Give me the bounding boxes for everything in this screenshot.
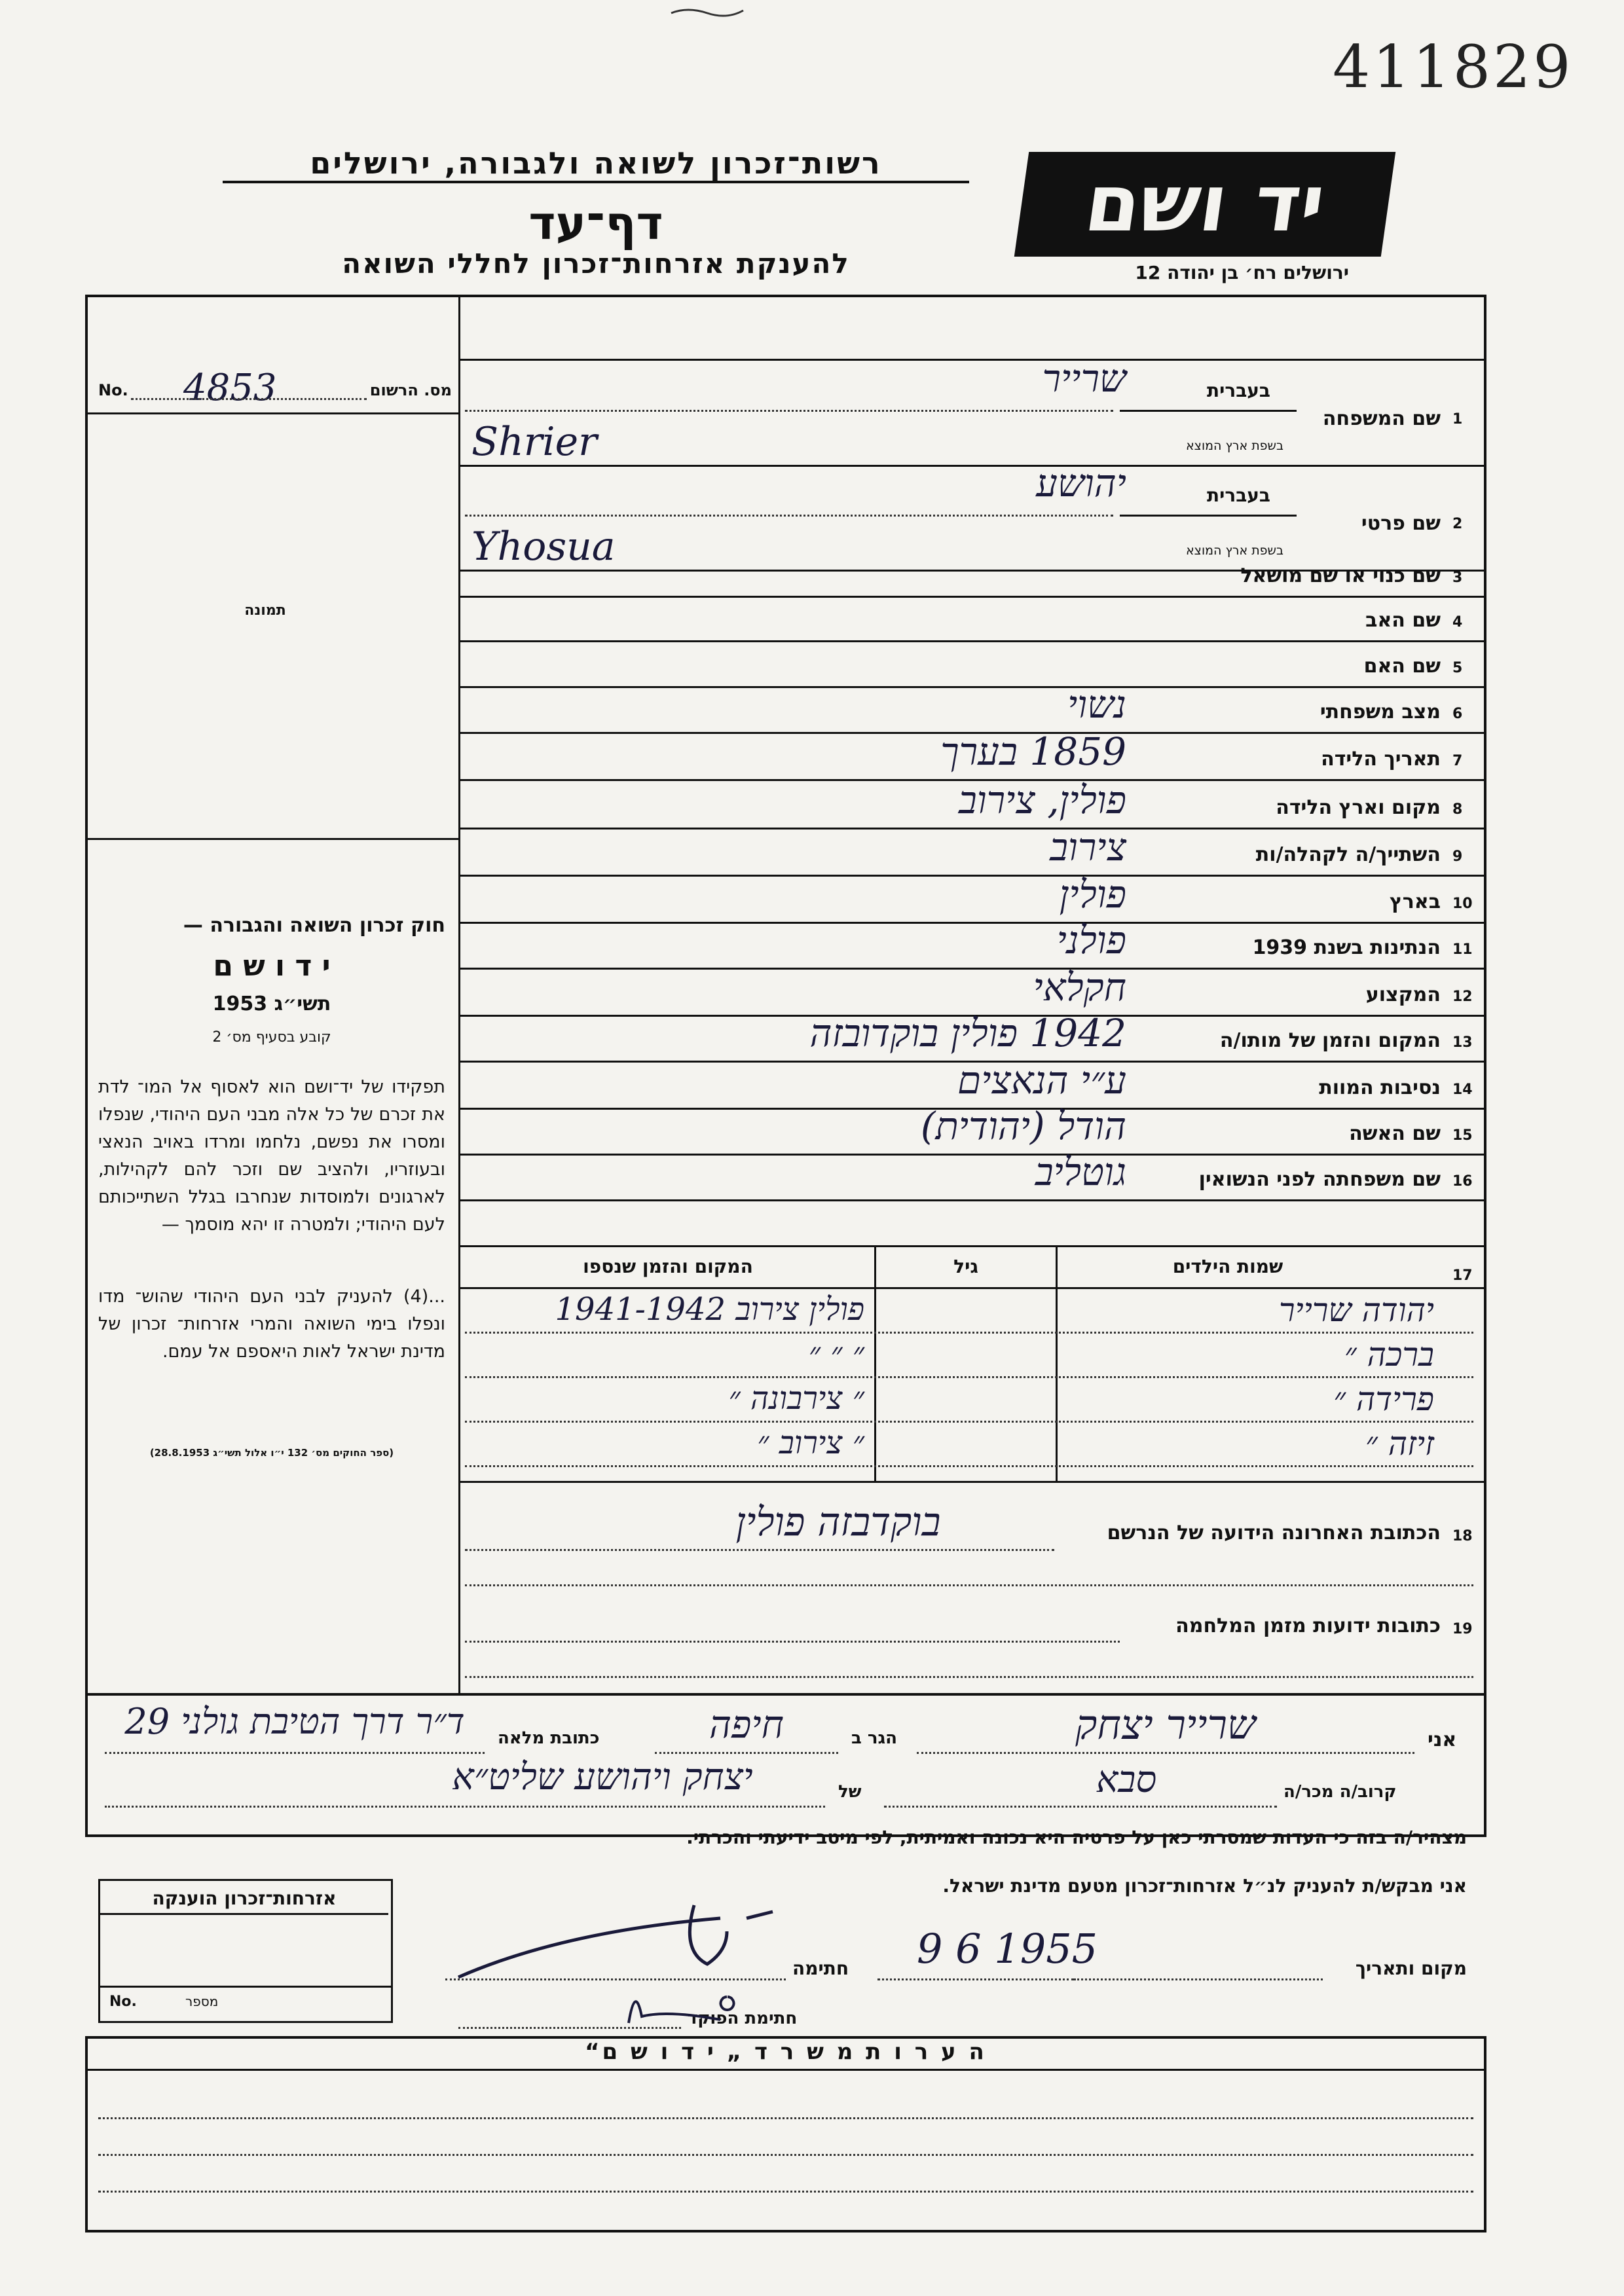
field-18-value: בוקדבזה פולין xyxy=(735,1499,941,1545)
child-name: פרידה ״ xyxy=(1333,1380,1434,1418)
child-name: יהודה שרייר xyxy=(1279,1291,1434,1329)
field-value: נשוי xyxy=(1067,682,1126,727)
field-value: שרייר xyxy=(1042,356,1126,401)
field-label: שם כנוי או שם מושאל xyxy=(1240,564,1441,587)
citizenship-box-no: No. xyxy=(109,1994,137,2010)
registration-number-value: 4853 xyxy=(183,367,277,409)
children-bottom-line xyxy=(458,1481,1486,1483)
field-label: שם האשה xyxy=(1349,1122,1441,1145)
field-value: גוטליב xyxy=(1035,1150,1126,1194)
children-col-names: שמות הילדים xyxy=(1172,1256,1283,1277)
law-clause: קובע בסעיף מס׳ 2 xyxy=(212,1029,331,1046)
declarant-ani: אני xyxy=(1428,1728,1457,1751)
law-paragraph-1: תפקידו של יד־ושם הוא לאסוף אל המו־ לדת את זכרם של כל אלה מבני העם היהודי, שנפלו ומסרו את נפשם, נלחמו ומרדו באויב הנאצי ובעוזריו, ולהציב שם וזכר להם לקהילות, לארגונים ולמוסדות שנחרבו בגלל השתייכותם לעם היהודי; ולמטרה זו יהא מוסמך — xyxy=(98,1077,445,1235)
citizenship-box-he: מספר xyxy=(185,1994,219,2009)
field-number: 13 xyxy=(1452,1034,1473,1051)
child-place-time: ״ ״ ״ xyxy=(808,1336,864,1372)
field-label: בארץ xyxy=(1389,890,1441,913)
side-column-divider xyxy=(458,295,460,1696)
field-value: חקלאי xyxy=(1033,965,1126,1010)
photo-bottom-line xyxy=(85,838,458,840)
field-value-latin: Yhosua xyxy=(471,524,616,570)
field-value: 1942 פולין בוקדובזה xyxy=(809,1011,1126,1055)
field-label: מצב משפחתי xyxy=(1320,701,1441,723)
field-label: שם האב xyxy=(1365,609,1441,632)
registration-no-label: No. xyxy=(98,381,128,399)
field-label: המקצוע xyxy=(1365,983,1441,1006)
children-col-divider-1 xyxy=(874,1245,876,1481)
field-value: פולני xyxy=(1056,918,1126,962)
child-name: זיזה ״ xyxy=(1365,1425,1434,1463)
child-place-time: ״ צירבונה ״ xyxy=(728,1380,864,1417)
relative-label: קרוב/ה מכר/ה xyxy=(1283,1782,1397,1802)
field-label: נסיבות המוות xyxy=(1319,1076,1441,1099)
child-place-time: פולין צירוב 1941-1942 xyxy=(555,1291,864,1328)
children-col-divider-2 xyxy=(1056,1245,1058,1481)
field-number: 11 xyxy=(1452,941,1473,958)
field-number: 5 xyxy=(1452,660,1463,676)
signature-label: חתימה xyxy=(792,1958,849,1979)
authority-line: רשות־זכרון לשואה ולגבורה, ירושלים xyxy=(223,145,969,183)
field-number: 15 xyxy=(1452,1127,1473,1144)
declarant-addr-label: כתובת מלאה xyxy=(498,1728,600,1748)
children-header-line xyxy=(458,1287,1486,1289)
field-number: 4 xyxy=(1452,614,1463,630)
field-value-latin: Shrier xyxy=(471,419,597,465)
field-number: 8 xyxy=(1452,801,1463,818)
law-year: תשי״ג 1953 xyxy=(212,993,331,1015)
field-19-label: כתובות ידועות מזמן המלחמה xyxy=(1175,1614,1441,1637)
top-scribble xyxy=(668,5,747,18)
relation-of-value: יצחק ויהושע שליט״א xyxy=(452,1756,753,1798)
field-19-number: 19 xyxy=(1452,1621,1473,1637)
field-number: 16 xyxy=(1452,1173,1473,1190)
field-lang-hebrew: בעברית xyxy=(1206,484,1270,506)
field-value: הודל (יהודית) xyxy=(920,1104,1126,1148)
field-value: פולין, צירוב xyxy=(958,778,1126,822)
declarant-garb-label: הגר ב xyxy=(851,1728,898,1748)
declarant-name: שרייר יצחק xyxy=(1075,1701,1256,1749)
field-row-line xyxy=(458,596,1486,598)
archive-number: 411829 xyxy=(1333,33,1574,101)
field-lang-hebrew: בעברית xyxy=(1206,380,1270,401)
reg-row-line xyxy=(85,412,458,414)
photo-label: תמונה xyxy=(244,602,286,619)
field-lang-origin: בשפת ארץ המוצא xyxy=(1185,543,1283,558)
field-label: המקום והזמן של מותו/ה xyxy=(1219,1029,1441,1052)
field-label: שם האם xyxy=(1363,655,1441,678)
request-text: אני מבקש/ת להעניק לנ״ל אזרחות־זכרון מטעם מדינת ישראל. xyxy=(942,1875,1467,1897)
logo-text: יד ושם xyxy=(1079,158,1331,249)
field-number: 6 xyxy=(1452,706,1463,722)
field-lang-origin: בשפת ארץ המוצא xyxy=(1185,439,1283,453)
field-label: הנתינות בשנת 1939 xyxy=(1252,936,1441,959)
law-paragraph-2: ...(4) להעניק לבני העם היהודי שהוש־ מדו ונפלו בימי השואה והמרי אזרחות־ זכרון של מדינת ישראל לאות היאספם אל עמם. xyxy=(98,1286,445,1362)
field-row-line xyxy=(458,1199,1486,1201)
law-title: חוק זכרון השואה והגבורה — xyxy=(183,914,445,937)
declarant-address: ד״ר דרך הטיבת גולני 29 xyxy=(124,1701,465,1742)
children-col-place: המקום והזמן שנספו xyxy=(583,1256,753,1277)
yad-vashem-logo xyxy=(1014,152,1395,257)
field-number: 7 xyxy=(1452,753,1463,769)
declarant-city: חיפה xyxy=(709,1702,784,1747)
field-value: יהושע xyxy=(1036,461,1126,505)
field-value: 1859 בערך xyxy=(940,729,1126,774)
citizenship-box xyxy=(98,1879,393,2023)
registration-number xyxy=(98,367,452,409)
field-number: 2 xyxy=(1452,516,1463,532)
children-col-age: גיל xyxy=(953,1256,978,1277)
field-value: פולין xyxy=(1059,872,1126,917)
field-18-number: 18 xyxy=(1452,1528,1473,1544)
field-label: שם פרטי xyxy=(1361,512,1441,535)
registration-he-label: מס. הרשום xyxy=(369,381,452,399)
field-number: 12 xyxy=(1452,989,1473,1005)
field-number: 10 xyxy=(1452,896,1473,912)
children-top-line xyxy=(458,1245,1486,1247)
field-17-number: 17 xyxy=(1452,1267,1473,1284)
field-number: 14 xyxy=(1452,1082,1473,1098)
relation-value: סבא xyxy=(1096,1758,1157,1801)
law-source: (ספר החוקים מס׳ 132 י״ו אלול תשי״ג 28.8.1953) xyxy=(149,1447,394,1459)
declaration-date: 9 6 1955 xyxy=(917,1925,1098,1973)
shel-label: של xyxy=(838,1782,862,1802)
logo-address: ירושלים רח׳ בן יהודה 12 xyxy=(1135,262,1349,283)
field-label: השתייך/ה לקהלה/ות xyxy=(1255,843,1441,866)
field-label: שם המשפחה xyxy=(1322,407,1441,430)
law-name: י ד ו ש ם xyxy=(213,949,331,983)
field-value: צירוב xyxy=(1050,825,1126,869)
citizenship-box-title: אזרחות־זכרון הוענקה xyxy=(100,1887,388,1915)
field-mid-line xyxy=(1120,515,1297,517)
declaration-text: מצהיר/ה בזה כי העדות שמסרתי כאן על פרטיה היא נכונה ואמיתית, לפי מיטב ידיעתי והכרתי. xyxy=(686,1827,1467,1848)
field-number: 9 xyxy=(1452,848,1463,865)
field-number: 3 xyxy=(1452,570,1463,586)
place-date-label: מקום ותאריך xyxy=(1355,1958,1467,1979)
field-label: תאריך הלידה xyxy=(1321,748,1441,771)
field-row-line xyxy=(458,640,1486,642)
child-name: ברכה ״ xyxy=(1344,1336,1434,1374)
officer-signature xyxy=(589,1971,760,2030)
field-mid-line xyxy=(1120,410,1297,412)
field-label: שם משפחתה לפני הנשואין xyxy=(1198,1168,1441,1191)
top-strip-divider xyxy=(458,295,460,360)
field-number: 1 xyxy=(1452,411,1463,428)
office-notes-title: ה ע ר ו ת מ ש ר ד „ י ד ו ש ם“ xyxy=(85,2039,1486,2071)
field-18-label: הכתובת האחרונה הידועה של הנרשם xyxy=(1107,1522,1441,1544)
officer-signature-label: חתימת הפוקד xyxy=(688,2009,798,2028)
form-title: דף־עד xyxy=(528,196,663,250)
field-value: ע״י הנאצים xyxy=(957,1058,1126,1102)
field-label: מקום וארץ הלידה xyxy=(1276,796,1441,819)
child-place-time: ״ צירוב ״ xyxy=(757,1425,864,1461)
form-subtitle: להענקת אזרחות־זכרון לחללי השואה xyxy=(342,247,850,280)
